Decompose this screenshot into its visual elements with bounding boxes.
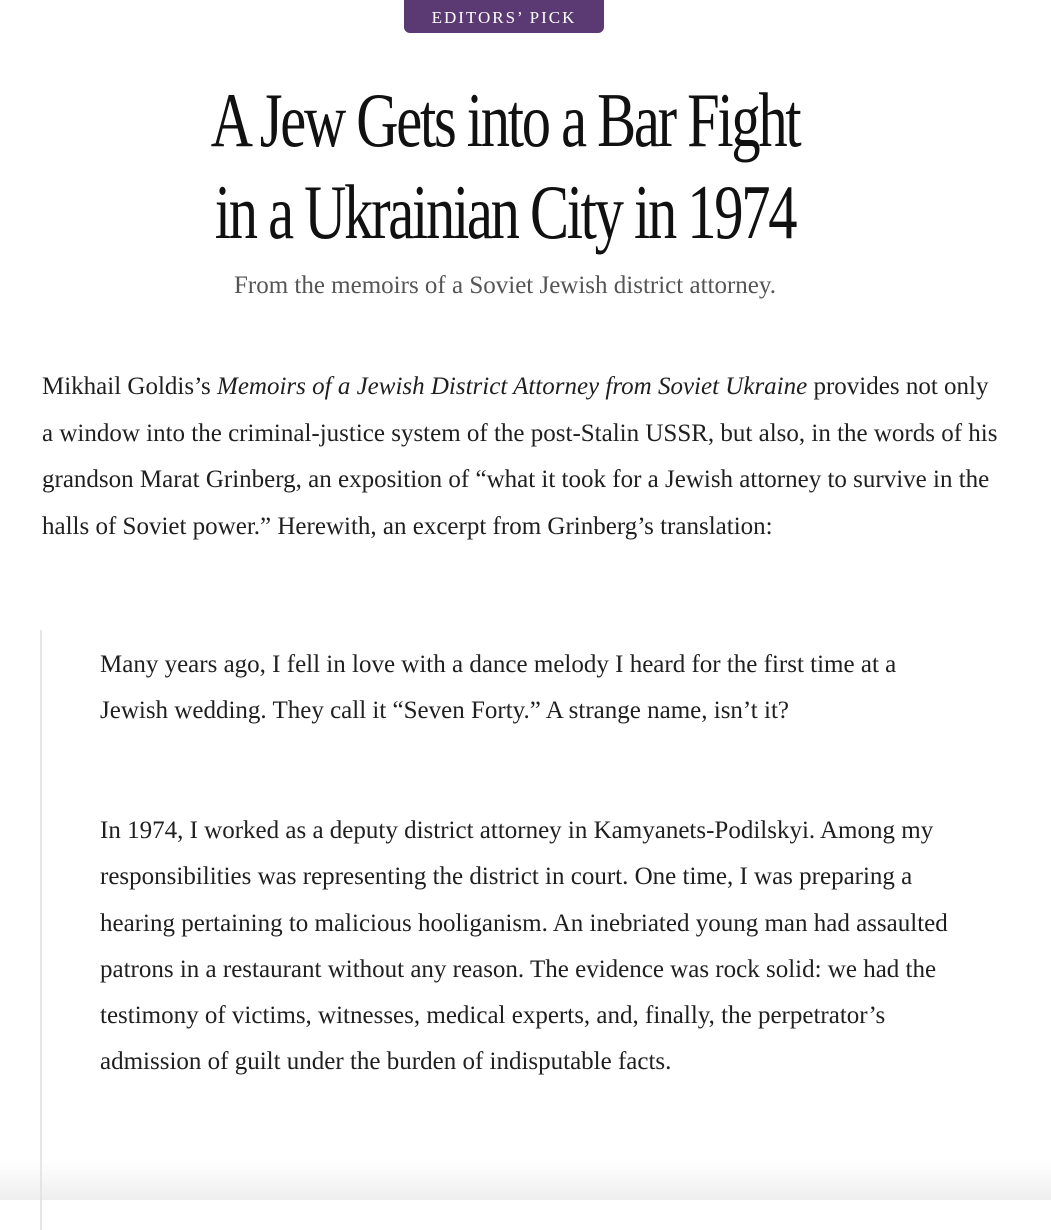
article-title-line-1: A Jew Gets into a Bar Fight	[210, 77, 800, 163]
intro-rest: provides not only a window into the criminal-justice system of the post-Stalin USSR, but also, in the words of his grandson Marat Grinberg, an exposition of “what it took for a Jewish attorney to survive in the halls of Soviet power.” Herewith, an excerpt from Grinberg’s translation:	[42, 373, 998, 540]
book-title: Memoirs of a Jewish District Attorney from Soviet Ukraine	[217, 373, 808, 400]
excerpt-paragraph-2: In 1974, I worked as a deputy district attorney in Kamyanets-Podilskyi. Among my responsibilities was representing the district in court. One time, I was preparing a hearing pertaining to malicious hooliganism. An inebriated young man had assaulted patrons in a restaurant without any reason. The evidence was rock solid: we had the testimony of victims, witnesses, medical experts, and, finally, the perpetrator’s admission of guilt under the burden of indisputable facts.	[100, 817, 948, 1076]
excerpt-paragraph-1: Many years ago, I fell in love with a dance melody I heard for the first time at a Jewish wedding. They call it “Seven Forty.” A strange name, isn’t it?	[100, 651, 897, 725]
excerpt-blockquote	[40, 630, 1051, 1230]
intro-paragraph	[42, 364, 1002, 550]
editors-pick-badge[interactable]: EDITORS’ PICK	[404, 0, 604, 33]
article-subtitle: From the memoirs of a Soviet Jewish district attorney.	[233, 272, 777, 299]
intro-lead: Mikhail Goldis’s	[42, 373, 218, 400]
article-title-line-2: in a Ukrainian City in 1974	[214, 169, 796, 255]
article-title	[121, 74, 889, 258]
